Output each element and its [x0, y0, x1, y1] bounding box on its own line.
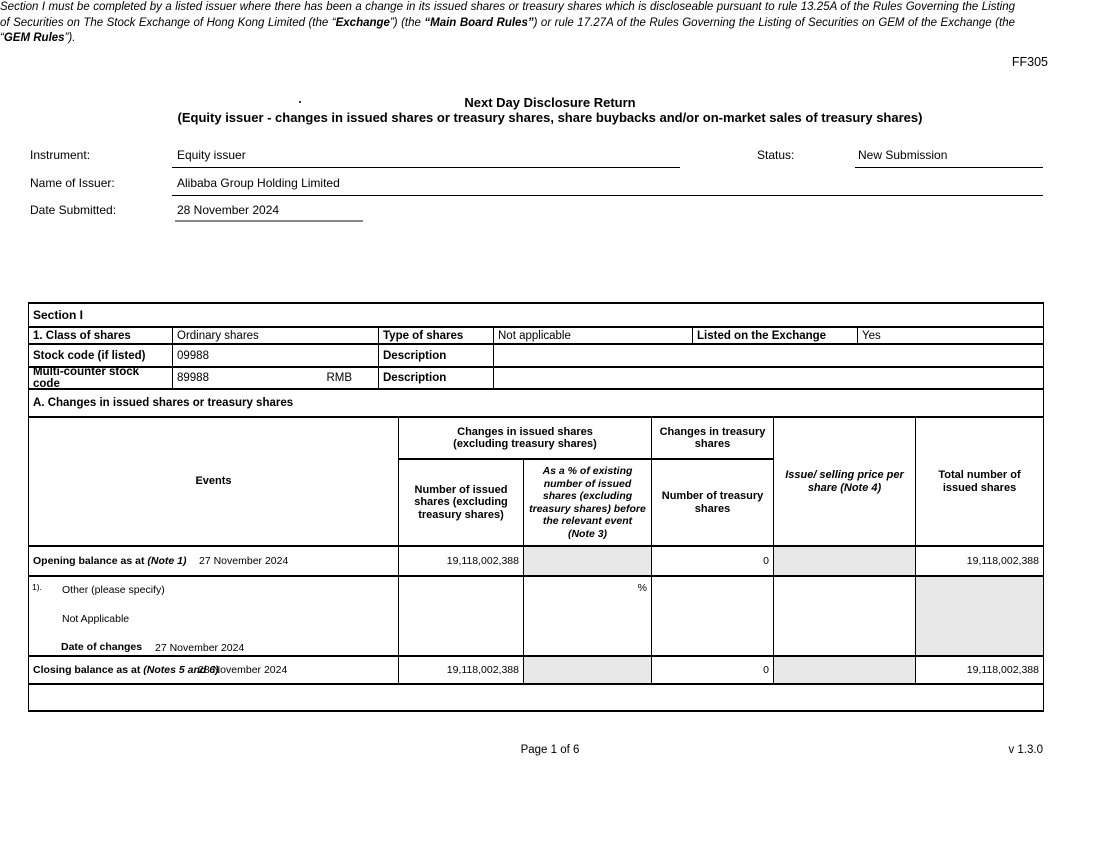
multi-counter-currency: RMB — [326, 372, 352, 384]
closing-balance-date: 28 November 2024 — [198, 664, 288, 676]
class-of-shares-field[interactable]: Ordinary shares — [173, 328, 379, 345]
multi-counter-stock-code-field[interactable] — [173, 368, 379, 390]
intro-text-3: ) or rule 17.27A of the Rules Governing the Listing of Securities on GEM of the Exchange (the “ — [0, 16, 1015, 45]
type-of-shares-label: Type of shares — [379, 328, 494, 345]
event1-name[interactable]: Other (please specify) — [62, 584, 165, 596]
closing-treasury-shares-cell: 0 — [652, 657, 774, 685]
closing-percent-cell — [524, 657, 652, 685]
part-a-heading: A. Changes in issued shares or treasury shares — [29, 390, 1044, 418]
price-column-header — [774, 418, 916, 547]
intro-text-4: ”). — [64, 32, 76, 45]
intro-text-2: ”) (the — [389, 16, 425, 29]
date-submitted-field[interactable]: 28 November 2024 — [177, 203, 280, 217]
date-underline — [175, 220, 363, 222]
status-label: Status: — [757, 148, 795, 162]
opening-treasury-shares-cell: 0 — [652, 547, 774, 577]
opening-price-cell — [774, 547, 916, 577]
event1-issued-shares-cell[interactable] — [399, 577, 524, 657]
page-subtitle: (Equity issuer - changes in issued shares or treasury shares, share buybacks and/or on-market sales of treasury shares) — [177, 110, 923, 125]
closing-balance-note: (Notes 5 and 6) — [143, 664, 219, 676]
description-field[interactable] — [494, 345, 1044, 368]
closing-price-cell — [774, 657, 916, 685]
page-number: Page 1 of 6 — [520, 744, 580, 756]
number-issued-column-header: Number of issued shares (excluding treasury shares) — [399, 460, 524, 547]
percent-column-header: As a % of existing number of issued shares (excluding treasury shares) before the relevant event (Note 3) — [524, 460, 652, 547]
intro-bold-main-board-rules: “Main Board Rules” — [424, 16, 534, 29]
event1-percent-cell[interactable]: % — [524, 577, 652, 657]
events-column-header: Events — [29, 418, 399, 547]
opening-balance-date: 27 November 2024 — [199, 555, 289, 567]
issuer-field[interactable]: Alibaba Group Holding Limited — [177, 176, 340, 190]
description2-label: Description — [379, 368, 494, 390]
stock-code-field[interactable]: 09988 — [173, 345, 379, 368]
intro-bold-gem-rules: GEM Rules — [3, 32, 65, 45]
empty-row — [29, 685, 1044, 712]
section1-table — [28, 302, 1044, 418]
version-label: v 1.3.0 — [1008, 744, 1043, 756]
event1-price-cell[interactable] — [774, 577, 916, 657]
opening-percent-cell — [524, 547, 652, 577]
opening-balance-label: Opening balance as at (Note 1) — [33, 555, 187, 567]
description-label: Description — [379, 345, 494, 368]
intro-text-1: Section I must be completed by a listed issuer where there has been a change in its issued shares or treasury shares which is discloseable pursuant to rule 13.25A of the Rules Governing the Listing of Securities on The Stock Exchange of Hong Kong Limited (the “ — [0, 1, 1015, 29]
opening-total-shares-cell: 19,118,002,388 — [916, 547, 1044, 577]
instrument-label: Instrument: — [30, 148, 91, 162]
multi-counter-code-value: 89988 — [177, 372, 209, 384]
event1-treasury-shares-cell[interactable] — [652, 577, 774, 657]
stock-code-label: Stock code (if listed) — [29, 345, 173, 368]
closing-balance-label: Closing balance as at (Notes 5 and 6) — [33, 664, 219, 676]
opening-balance-note: (Note 1) — [147, 555, 187, 567]
price-column-header-text: Issue/ selling price per share (Note 4) — [785, 469, 904, 494]
instrument-field[interactable]: Equity issuer — [177, 148, 246, 162]
closing-total-shares-cell: 19,118,002,388 — [916, 657, 1044, 685]
event1-total-shares-cell — [916, 577, 1044, 657]
opening-balance-event-cell — [29, 547, 399, 577]
section1-heading: Section I — [29, 304, 1044, 328]
event1-date-of-changes-value[interactable]: 27 November 2024 — [155, 642, 245, 654]
status-field[interactable]: New Submission — [858, 148, 948, 162]
closing-issued-shares-cell: 19,118,002,388 — [399, 657, 524, 685]
group-header-issued-shares — [399, 418, 652, 460]
status-underline — [855, 167, 1043, 168]
closing-balance-event-cell — [29, 657, 399, 685]
intro-paragraph — [0, 0, 1015, 47]
type-of-shares-field[interactable]: Not applicable — [494, 328, 693, 345]
number-treasury-column-header: Number of treasury shares — [652, 460, 774, 547]
opening-issued-shares-cell: 19,118,002,388 — [399, 547, 524, 577]
multi-counter-stock-code-label: Multi-counter stock code — [29, 368, 173, 390]
total-column-header: Total number of issued shares — [916, 418, 1044, 547]
description2-field[interactable] — [494, 368, 1044, 390]
event1-date-of-changes-label: Date of changes — [61, 641, 143, 653]
event1-number: 1). — [32, 582, 42, 592]
event1-detail[interactable]: Not Applicable — [62, 613, 130, 625]
group-header-issued-shares-text: Changes in issued shares (excluding treasury shares) — [453, 425, 597, 450]
date-submitted-label: Date Submitted: — [30, 203, 117, 217]
page-title: Next Day Disclosure Return — [464, 95, 636, 110]
event1-cell — [29, 577, 399, 657]
instrument-underline — [172, 167, 680, 168]
issuer-label: Name of Issuer: — [30, 176, 115, 190]
issuer-underline — [172, 195, 1043, 196]
form-code: FF305 — [1011, 55, 1048, 69]
listed-on-exchange-label: Listed on the Exchange — [693, 328, 858, 345]
group-header-treasury-shares: Changes in treasury shares — [652, 418, 774, 460]
intro-bold-exchange: Exchange — [335, 16, 390, 29]
changes-table — [28, 416, 1044, 712]
listed-on-exchange-field[interactable]: Yes — [858, 328, 1044, 345]
class-of-shares-label: 1. Class of shares — [29, 328, 173, 345]
